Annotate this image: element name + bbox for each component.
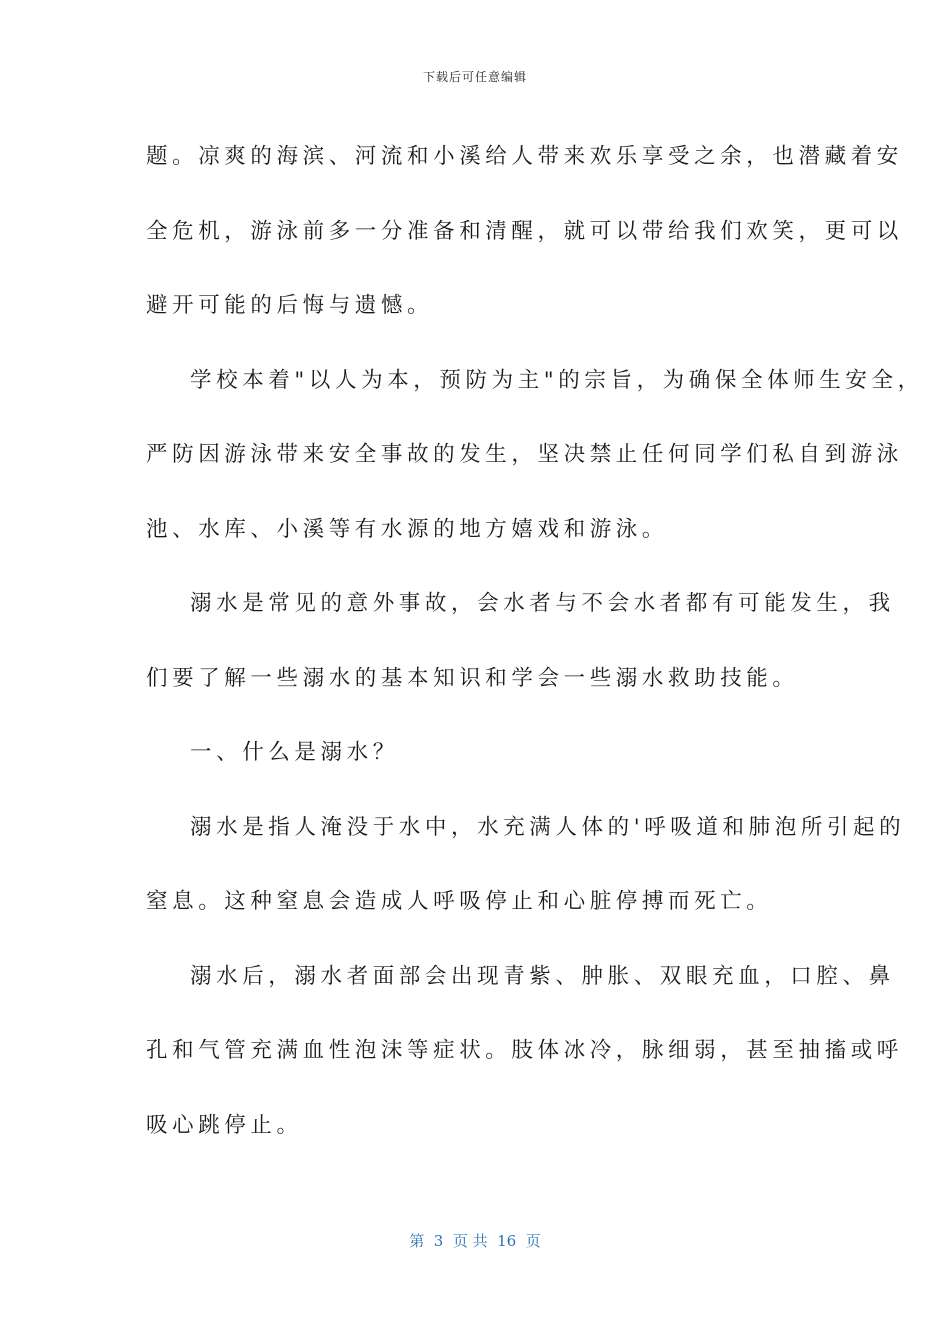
text-line: 全危机，游泳前多一分准备和清醒，就可以带给我们欢笑，更可以 [146,218,903,244]
page-number-footer: 第 3 页 共 16 页 [409,1232,541,1250]
text-line: 学校本着"以人为本，预防为主"的宗旨，为确保全体师生安全， [190,367,924,393]
header-note: 下载后可任意编辑 [422,70,527,84]
text-line: 窒息。这种窒息会造成人呼吸停止和心脏停搏而死亡。 [146,889,773,914]
section-heading [146,716,806,791]
document-body [146,120,924,1163]
paragraph-4 [146,791,906,940]
text-line: 溺水后，溺水者面部会出现青紫、肿胀、双眼充血，口腔、鼻 [190,963,895,989]
text-line: 溺水是常见的意外事故，会水者与不会水者都有可能发生，我 [190,591,895,616]
text-line: 题。凉爽的海滨、河流和小溪给人带来欢乐享受之余，也潜藏着安 [146,144,903,169]
text-line: 溺水是指人淹没于水中，水充满人体的'呼吸道和肺泡所引起的 [190,814,906,840]
text-line: 吸心跳停止。 [146,1112,303,1138]
paragraph-2 [146,344,924,568]
heading-line: 一、什么是溺水？ [190,740,399,765]
paragraph-5 [146,940,903,1164]
text-line: 们要了解一些溺水的基本知识和学会一些溺水救助技能。 [146,665,799,691]
text-line: 池、水库、小溪等有水源的地方嬉戏和游泳。 [146,516,669,542]
paragraph-3 [146,567,895,716]
text-line: 严防因游泳带来安全事故的发生，坚决禁止任何同学们私自到游泳 [146,442,903,467]
paragraph-1 [146,120,903,344]
text-line: 避开可能的后悔与遗憾。 [146,293,434,318]
text-line: 孔和气管充满血性泡沫等症状。肢体冰冷，脉细弱，甚至抽搐或呼 [146,1038,903,1063]
